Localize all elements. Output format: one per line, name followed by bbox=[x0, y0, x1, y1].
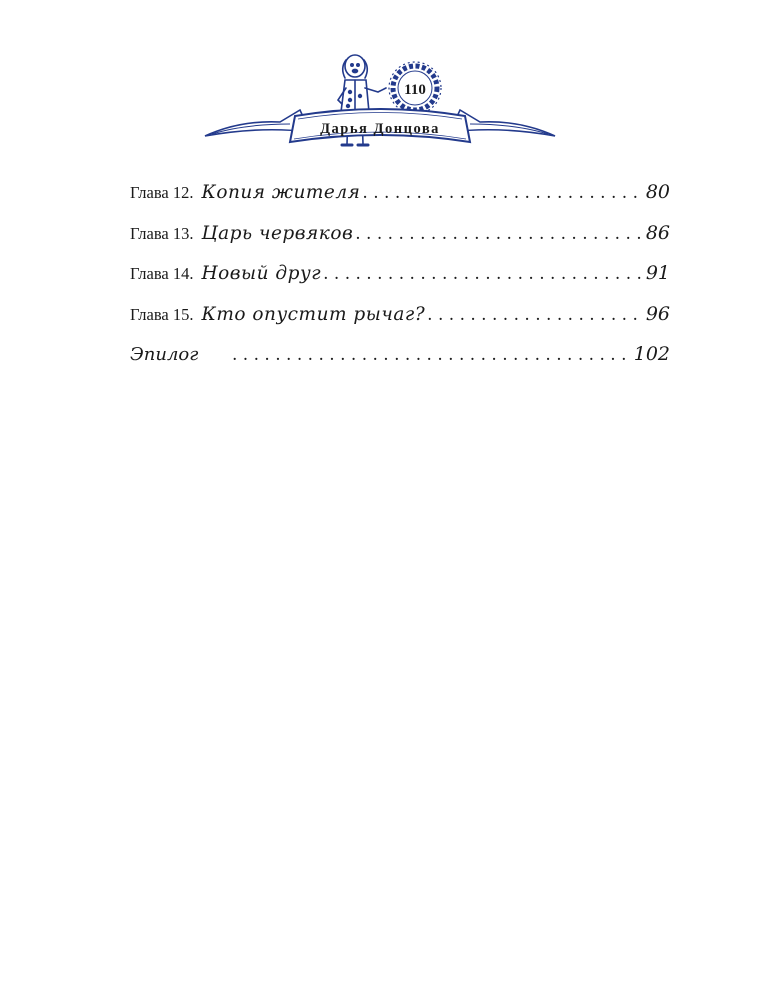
toc-entry-chapter-12[interactable] bbox=[130, 172, 670, 213]
chapter-label: Глава 15. bbox=[130, 304, 194, 324]
page-header bbox=[200, 40, 560, 160]
epilogue-label: Эпилог bbox=[130, 344, 199, 365]
chapter-label: Глава 13. bbox=[130, 223, 194, 243]
toc-entry-chapter-14[interactable] bbox=[130, 253, 670, 294]
toc-entry-chapter-15[interactable] bbox=[130, 294, 670, 335]
dot-leader bbox=[232, 335, 632, 376]
chapter-title: Новый друг bbox=[201, 263, 322, 284]
dot-leader bbox=[427, 295, 644, 336]
chapter-label: Глава 14. bbox=[130, 264, 194, 283]
chapter-page-number: 96 bbox=[645, 302, 670, 325]
chapter-page-number: 80 bbox=[645, 181, 670, 203]
toc-entry-chapter-13[interactable] bbox=[130, 213, 670, 254]
chapter-page-number: 86 bbox=[645, 221, 670, 244]
chapter-label: Глава 12. bbox=[130, 183, 194, 202]
table-of-contents bbox=[130, 172, 670, 375]
chapter-title: Царь червяков bbox=[201, 222, 354, 244]
dot-leader bbox=[355, 214, 644, 255]
toc-entry-epilogue[interactable] bbox=[130, 334, 670, 375]
dot-leader bbox=[323, 254, 644, 295]
chapter-page-number: 102 bbox=[633, 343, 670, 365]
header-ornament bbox=[200, 40, 560, 160]
page-number: 110 bbox=[404, 82, 426, 98]
dot-leader bbox=[362, 173, 643, 214]
chapter-title: Кто опустит рычаг? bbox=[201, 303, 426, 325]
chapter-title: Копия жителя bbox=[201, 182, 361, 203]
author-name: Дарья Донцова bbox=[320, 121, 440, 137]
chapter-page-number: 91 bbox=[645, 262, 670, 284]
